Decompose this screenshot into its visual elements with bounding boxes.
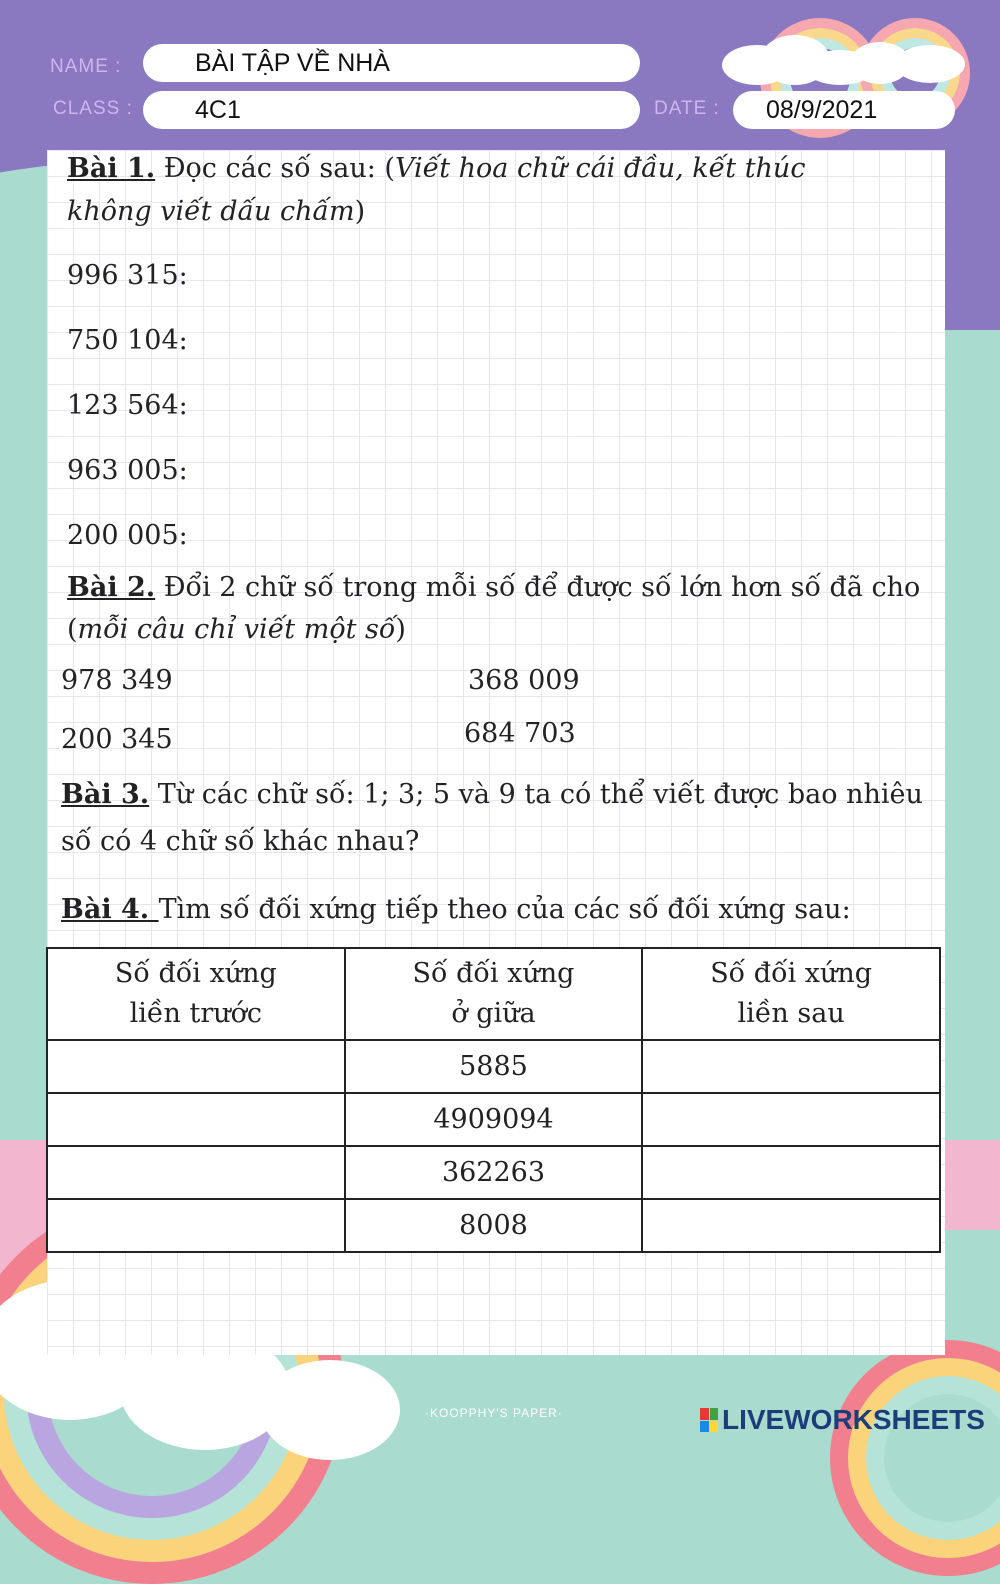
bai4-heading	[61, 894, 851, 925]
bai1-number: 123 564:	[67, 390, 188, 421]
bai1-note-line2: không viết dấu chấm	[67, 196, 355, 227]
answer-cell-previous[interactable]	[47, 1146, 345, 1199]
bai1-close: )	[354, 196, 366, 227]
given-number: 4909094	[345, 1093, 643, 1146]
table-header-row	[47, 948, 940, 1040]
bai3-line2: số có 4 chữ số khác nhau?	[61, 826, 420, 857]
bai1-text: Đọc các số sau: (	[155, 153, 395, 184]
bai2-heading	[67, 572, 920, 603]
header-line: liền sau	[737, 998, 845, 1029]
class-label: CLASS :	[53, 98, 133, 119]
bai2-number: 200 345	[61, 724, 173, 755]
class-value: 4C1	[195, 95, 241, 124]
bai1-number: 200 005:	[67, 520, 188, 551]
date-field[interactable]	[733, 91, 955, 129]
bai2-open: (	[67, 614, 78, 645]
liveworksheets-icon	[700, 1408, 718, 1432]
answer-cell-previous[interactable]	[47, 1040, 345, 1093]
name-field[interactable]	[143, 44, 640, 82]
bai1-note-line1: Viết hoa chữ cái đầu, kết thúc	[394, 153, 806, 184]
bai2-title: Bài 2.	[67, 572, 156, 603]
table-row	[47, 1093, 940, 1146]
answer-cell-next[interactable]	[642, 1146, 940, 1199]
bai1-number: 963 005:	[67, 455, 188, 486]
bai4-title: Bài 4.	[61, 894, 159, 925]
bai2-text: Đổi 2 chữ số trong mỗi số để được số lớn hơn số đã cho	[155, 572, 921, 603]
answer-cell-next[interactable]	[642, 1199, 940, 1252]
table-row	[47, 1199, 940, 1252]
header-line: Số đối xứng	[710, 958, 873, 989]
cloud-icon	[260, 1360, 400, 1460]
symmetric-number-table	[46, 947, 941, 1253]
bai1-number: 996 315:	[67, 260, 188, 291]
liveworksheets-logo[interactable]	[700, 1404, 985, 1436]
bai1-title: Bài 1.	[67, 153, 156, 184]
date-label: DATE :	[654, 98, 720, 119]
header-middle	[345, 948, 643, 1040]
date-value: 08/9/2021	[766, 95, 878, 124]
header-line: Số đối xứng	[114, 958, 277, 989]
bai2-close: )	[395, 614, 406, 645]
answer-cell-previous[interactable]	[47, 1199, 345, 1252]
bai2-number: 368 009	[468, 665, 580, 696]
paper-watermark: ·KOOPPHY'S PAPER·	[425, 1406, 563, 1420]
header-line: ở giữa	[451, 998, 536, 1029]
name-label: NAME :	[50, 56, 122, 77]
bai1-heading-line2	[67, 196, 365, 227]
bai1-heading	[67, 153, 805, 184]
bai3-line1: Từ các chữ số: 1; 3; 5 và 9 ta có thể viết được bao nhiêu	[149, 779, 923, 810]
table-row	[47, 1040, 940, 1093]
bai2-number: 684 703	[464, 718, 576, 749]
bai2-heading-line2	[67, 614, 406, 645]
brand-name: LIVEWORKSHEETS	[722, 1404, 985, 1435]
bai3-title: Bài 3.	[61, 779, 150, 810]
class-field[interactable]	[143, 91, 640, 129]
bai3-heading	[61, 779, 923, 810]
cloud-icon	[895, 45, 965, 83]
given-number: 5885	[345, 1040, 643, 1093]
answer-cell-next[interactable]	[642, 1040, 940, 1093]
given-number: 362263	[345, 1146, 643, 1199]
table-row	[47, 1146, 940, 1199]
bai1-number: 750 104:	[67, 325, 188, 356]
header-line: liền trước	[129, 998, 263, 1029]
header-previous	[47, 948, 345, 1040]
header-line: Số đối xứng	[412, 958, 575, 989]
answer-cell-next[interactable]	[642, 1093, 940, 1146]
name-value: BÀI TẬP VỀ NHÀ	[195, 48, 390, 77]
answer-cell-previous[interactable]	[47, 1093, 345, 1146]
bai4-text: Tìm số đối xứng tiếp theo của các số đối xứng sau:	[158, 894, 851, 925]
bai2-number: 978 349	[61, 665, 173, 696]
given-number: 8008	[345, 1199, 643, 1252]
bai2-note: mỗi câu chỉ viết một số	[77, 614, 396, 645]
header-next	[642, 948, 940, 1040]
